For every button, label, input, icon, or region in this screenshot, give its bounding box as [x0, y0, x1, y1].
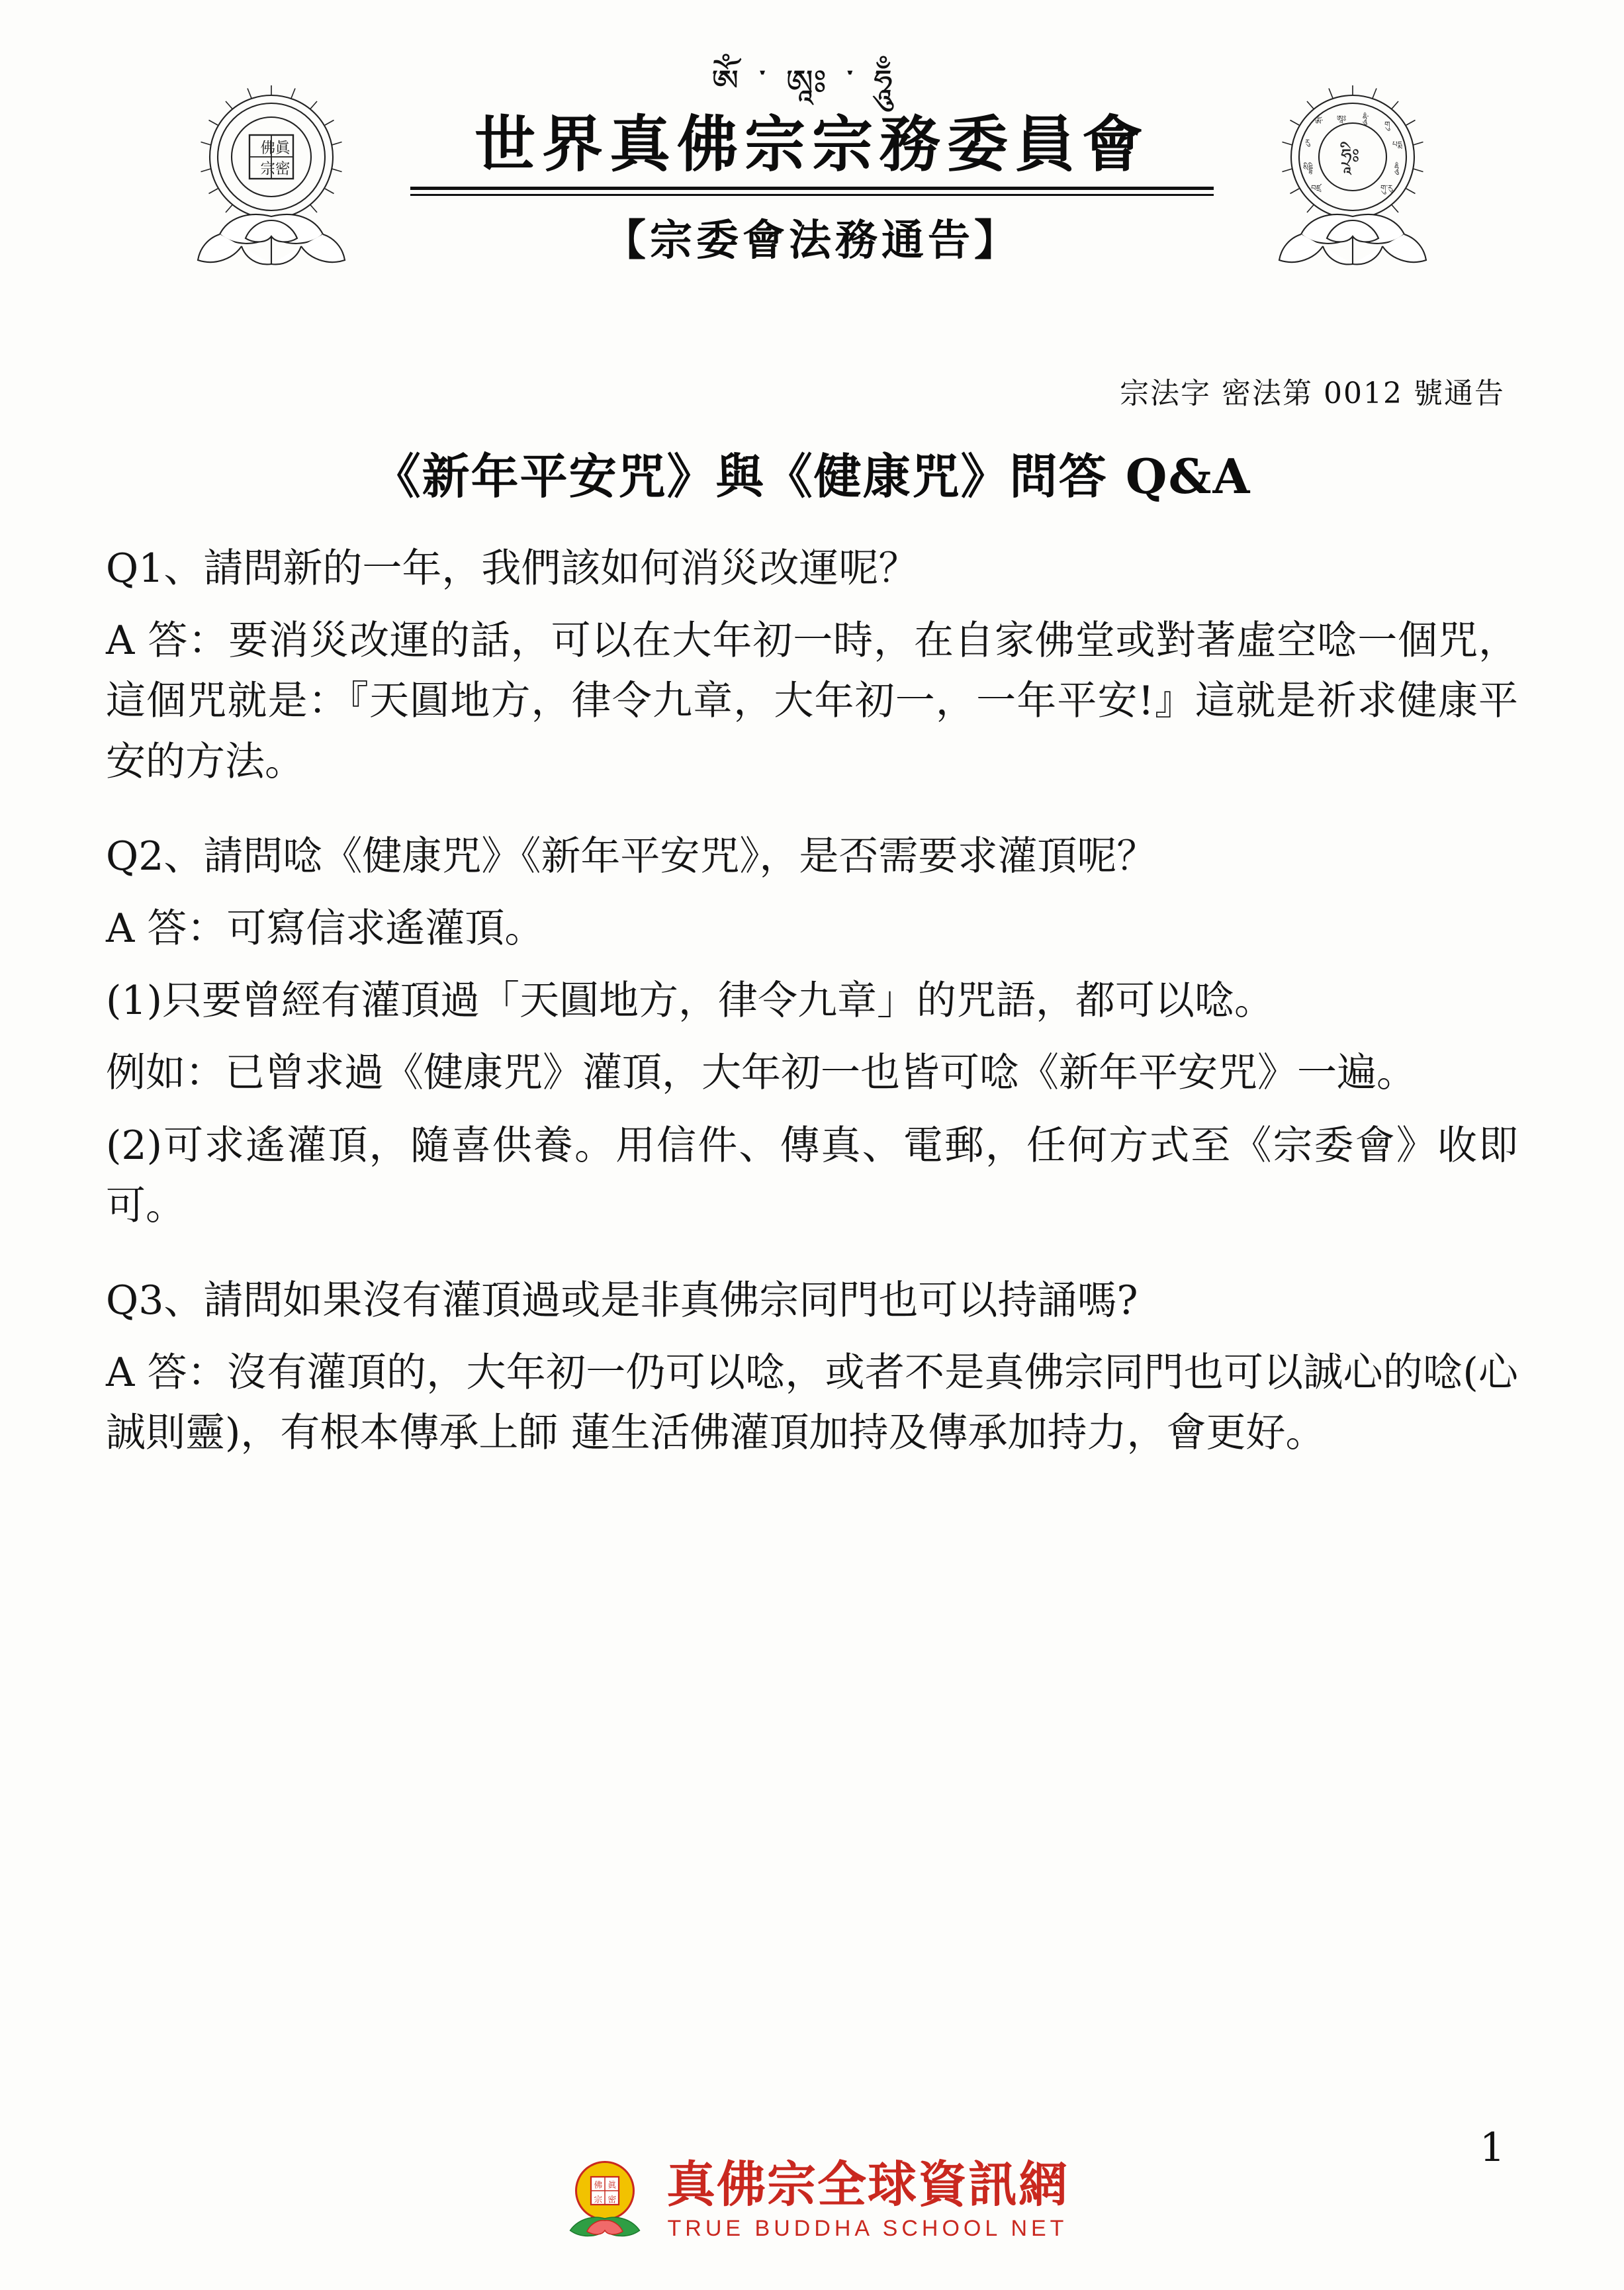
svg-text:宗: 宗 — [260, 160, 276, 178]
tibetan-mantra-line: ༀ་ཨཱཿ་ཧཱུྃ — [711, 63, 913, 103]
svg-text:眞: 眞 — [275, 140, 291, 157]
svg-text:ཨོཾ་: ཨོཾ་ — [1315, 118, 1324, 127]
svg-text:ཧྲཱིཿ: ཧྲཱིཿ — [1341, 145, 1360, 168]
qa-block — [106, 1271, 1518, 1464]
svg-text:佛: 佛 — [594, 2180, 603, 2191]
footer-emblem-icon — [555, 2151, 654, 2250]
header-divider-thin — [410, 194, 1214, 196]
answer-item: (1)只要曾經有灌頂過「天圓地方，律令九章」的咒語，都可以唸。 — [106, 978, 1274, 1025]
svg-text:རུ: རུ — [1305, 138, 1310, 147]
answer-text: A 答：可寫信求遙灌頂。 — [106, 905, 545, 952]
qa-block — [106, 827, 1518, 1236]
svg-text:གུ་རུ: གུ་རུ — [1380, 183, 1393, 193]
right-seal-emblem — [1253, 79, 1452, 278]
document-header — [99, 60, 1525, 357]
section-spacer — [106, 804, 1518, 827]
answer-item: (2)可求遙灌頂，隨喜供養。用信件、傳真、電郵，任何方式至《宗委會》收即可。 — [106, 1122, 1518, 1229]
answer-text: A 答：沒有灌頂的，大年初一仍可以唸，或者不是真佛宗同門也可以誠心的唸(心誠則靈)，有根本傳承上師 蓮生活佛灌頂加持及傳承加持力，會更好。 — [106, 1350, 1518, 1457]
svg-text:密: 密 — [275, 160, 291, 178]
question-text: Q1、請問新的一年，我們該如何消災改運呢？ — [106, 545, 919, 592]
answer-item: 例如：已曾求過《健康咒》灌頂，大年初一也皆可唸《新年平安咒》一遍。 — [106, 1050, 1416, 1097]
answer-text: A 答：要消災改運的話，可以在大年初一時，在自家佛堂或對著虛空唸一個咒，這個咒就是：『天圓地方，律令九章，大年初一，一年平安!』這就是祈求健康平安的方法。 — [106, 618, 1518, 785]
bulletin-title: 【宗委會法務通告】 — [604, 215, 1020, 265]
question-text: Q2、請問唸《健康咒》《新年平安咒》，是否需要求灌頂呢？ — [106, 833, 1157, 880]
footer-site-name — [666, 2156, 1069, 2242]
organization-title: 世界真佛宗宗務委員會 — [474, 109, 1150, 180]
svg-text:密: 密 — [608, 2195, 617, 2205]
svg-text:བཛྲ: བཛྲ — [1311, 183, 1322, 193]
page-number: 1 — [1479, 2125, 1505, 2171]
document-body — [99, 539, 1525, 1463]
footer-site-name-en: TRUE BUDDHA SCHOOL NET — [667, 2216, 1068, 2242]
svg-text:佛: 佛 — [260, 140, 276, 157]
svg-text:ཧཱུྃ: ཧཱུྃ — [1394, 163, 1399, 173]
svg-text:ཧཱུྃ་: ཧཱུྃ་ — [1363, 114, 1369, 123]
document-number: 宗法字 密法第 0012 號通告 — [1120, 377, 1505, 410]
svg-text:眞: 眞 — [608, 2180, 617, 2191]
header-divider-thick — [410, 187, 1214, 190]
header-title-block — [384, 60, 1240, 267]
qa-block — [106, 539, 1518, 792]
svg-text:སིདྡྷི: སིདྡྷི — [1303, 163, 1314, 173]
section-spacer — [106, 1248, 1518, 1271]
svg-text:གུ: གུ — [1384, 120, 1390, 129]
page-title: 《新年平安咒》與《健康咒》問答 Q&A — [373, 448, 1251, 504]
left-seal-emblem — [172, 79, 371, 278]
question-text: Q3、請問如果沒有灌頂過或是非真佛宗同門也可以持誦嗎? — [106, 1277, 1138, 1324]
footer-logo — [0, 2151, 1624, 2250]
svg-text:པདྨ: པདྨ — [1392, 140, 1402, 149]
svg-text:宗: 宗 — [594, 2195, 603, 2205]
svg-text:ཨཱཿ: ཨཱཿ — [1337, 114, 1347, 123]
footer-site-name-cn: 真佛宗全球資訊網 — [666, 2156, 1069, 2213]
